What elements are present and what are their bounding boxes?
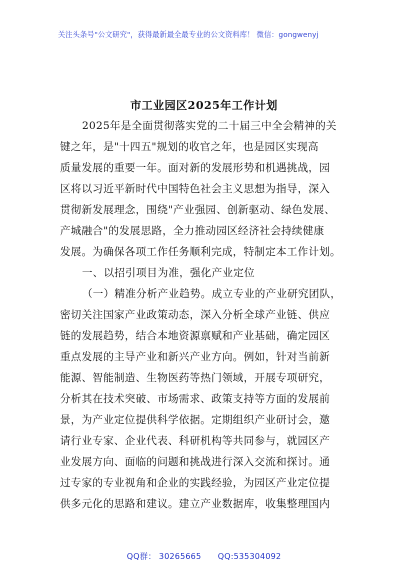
body-line: 区将以习近平新时代中国特色社会主义思想为指导，深入	[60, 183, 330, 195]
body-line: 2025年是全面贯彻落实党的二十届三中全会精神的关	[82, 120, 337, 132]
body-line: 密切关注国家产业政策动态，深入分析全球产业链、供应	[60, 309, 330, 321]
body-line: 产城融合"的发展思路，全力推动园区经济社会持续健康	[60, 225, 325, 237]
body-line: 键之年，是"十四五"规划的收官之年，也是园区实现高	[60, 141, 319, 153]
body-line: 重点发展的主导产业和新兴产业方向。例如，针对当前新	[60, 351, 330, 363]
body-line: 业发展方向、面临的问题和挑战进行深入交流和探讨。通	[60, 456, 330, 468]
footer-contact: QQ群： 30265665 QQ:535304092	[126, 552, 282, 561]
body-line: 能源、智能制造、生物医药等热门领域，开展专项研究，	[60, 372, 330, 384]
document-title: 市工业园区2025年工作计划	[130, 99, 278, 112]
body-line: 分析其在技术突破、市场需求、政策支持等方面的发展前	[60, 393, 330, 405]
body-line: 链的发展趋势，结合本地资源禀赋和产业基础，确定园区	[60, 330, 330, 342]
body-line: 质量发展的重要一年。面对新的发展形势和机遇挑战，园	[60, 162, 330, 174]
body-line: 过专家的专业视角和企业的实践经验，为园区产业定位提	[60, 477, 330, 489]
body-line: 供多元化的思路和建议。建立产业数据库，收集整理国内	[60, 498, 330, 510]
body-line: 发展。为确保各项工作任务顺利完成，特制定本工作计划。	[60, 246, 341, 258]
header-notice: 关注头条号"公文研究"，获得最新最全最专业的公文资料库！ 微信：gongwenyj	[58, 30, 319, 39]
subsection-paragraph-start: （一）精准分析产业趋势。成立专业的产业研究团队，	[82, 288, 342, 300]
body-line: 请行业专家、企业代表、科研机构等共同参与，就园区产	[60, 435, 330, 447]
section-heading: 一、以招引项目为准，强化产业定位	[82, 267, 255, 279]
body-line: 景，为产业定位提供科学依据。定期组织产业研讨会，邀	[60, 414, 330, 426]
body-line: 贯彻新发展理念，围绕"产业强园、创新驱动、绿色发展、	[60, 204, 336, 216]
